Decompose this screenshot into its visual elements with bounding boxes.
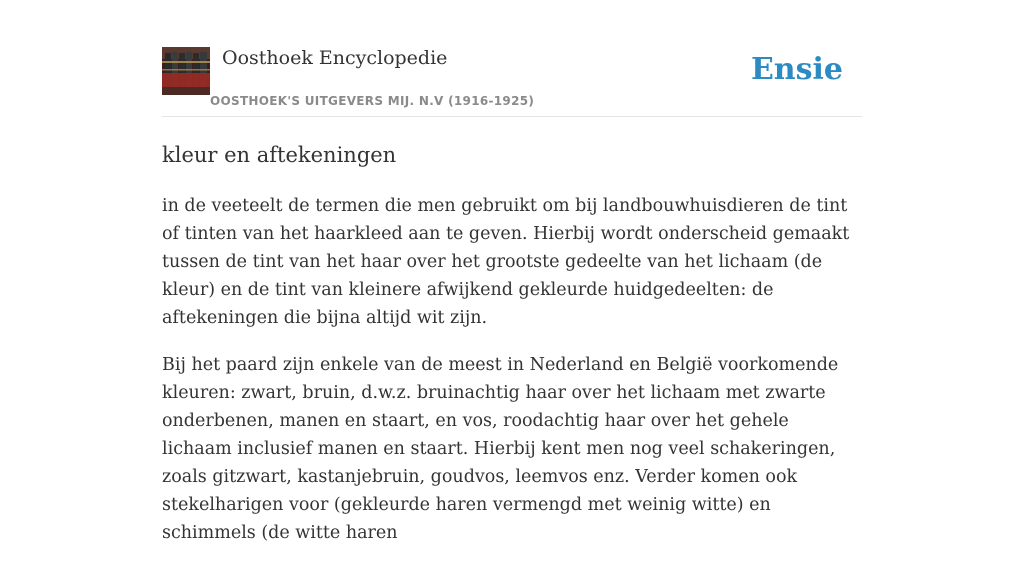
- publisher-label: OOSTHOEK'S UITGEVERS MIJ. N.V (1916-1925): [210, 94, 535, 108]
- article-paragraph: Bij het paard zijn enkele van de meest in Nederland en België voorkomende kleuren: zwart, bruin, d.w.z. bruinachtig haar over het lichaam met zwarte onderbenen, manen en staart, en vos, roodachtig haar over het gehele lichaam inclusief manen en staart. Hierbij kent men nog veel schakeringen, zoals gitzwart, kastanjebruin, goudvos, leemvos enz. Verder komen ook stekelharigen voor (gekleurde haren vermengd met weinig witte) en schimmels (de witte haren: [162, 355, 839, 543]
- article-title: kleur en aftekeningen: [162, 143, 397, 167]
- brand-logo[interactable]: Ensie: [750, 52, 843, 87]
- encyclopedia-books-icon: [162, 47, 210, 95]
- source-name[interactable]: Oosthoek Encyclopedie: [222, 47, 448, 69]
- source-header: [162, 46, 862, 117]
- article-paragraph: in de veeteelt de termen die men gebruikt om bij landbouwhuisdieren de tint of tinten van het haarkleed aan te geven. Hierbij wordt onderscheid gemaakt tussen de tint van het haar over het grootste gedeelte van het lichaam (de kleur) en de tint van kleinere afwijkend gekleurde huidgedeelten: de aftekeningen die bijna altijd wit zijn.: [162, 196, 850, 328]
- article-body: [162, 192, 862, 566]
- source-avatar[interactable]: [162, 47, 210, 95]
